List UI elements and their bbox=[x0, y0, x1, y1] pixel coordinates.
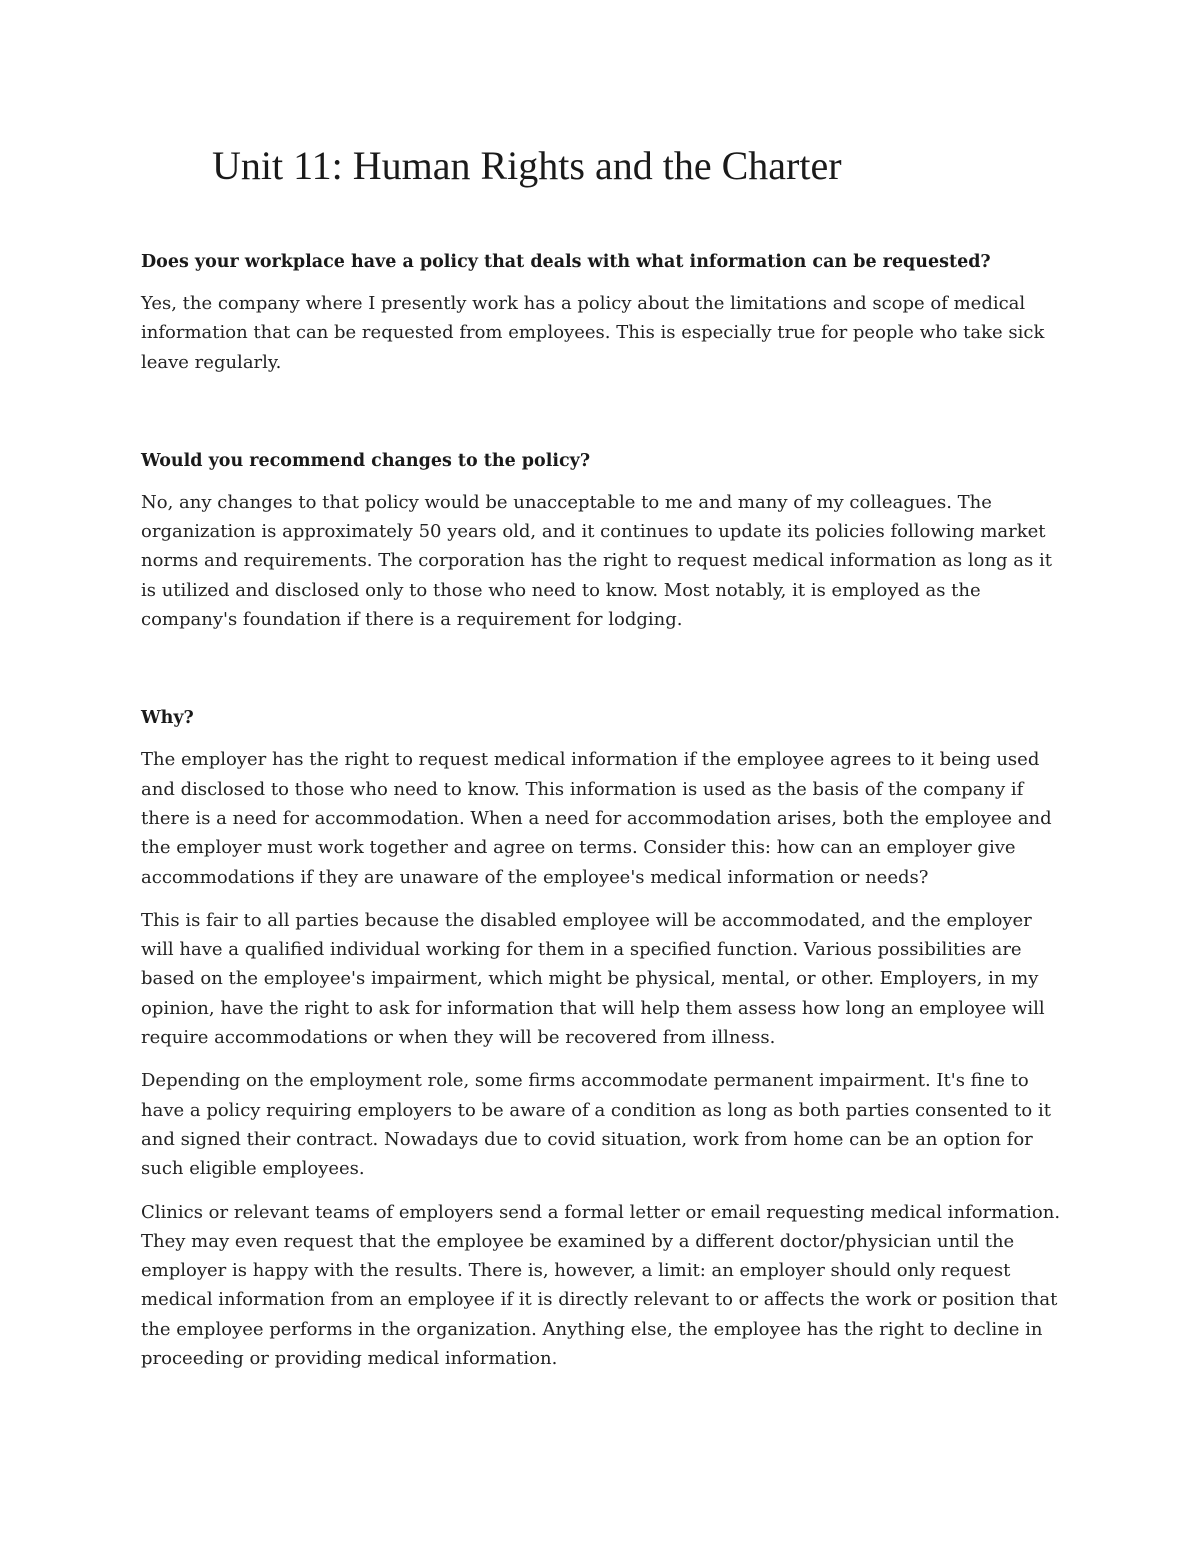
section-why bbox=[141, 704, 1066, 1373]
question-heading: Does your workplace have a policy that deals with what information can be requested? bbox=[141, 252, 991, 272]
question-heading: Why? bbox=[141, 708, 194, 729]
document-body bbox=[141, 248, 1066, 1387]
section-workplace-policy bbox=[141, 248, 1066, 377]
answer-paragraph: Depending on the employment role, some firms accommodate permanent impairment. It's fine to have a policy requiring employers to be aware of a condition as long as both parties consented to it and signed their contract. Nowadays due to covid situation, work from home can be an option for such eligible employees. bbox=[141, 1070, 1051, 1180]
section-spacer bbox=[141, 648, 1066, 704]
answer-paragraph: The employer has the right to request medical information if the employee agrees to it being used and disclosed to those who need to know. This information is used as the basis of the company if there is a need for accommodation. When a need for accommodation arises, both the employee and the employer must work together and agree on terms. Consider this: how can an employer give accommodations if they are unaware of the employee's medical information or needs? bbox=[141, 749, 1052, 888]
answer-paragraph: Clinics or relevant teams of employers send a formal letter or email requesting medical information. They may even request that the employee be examined by a different doctor/physician until the employer is happy with the results. There is, however, a limit: an employer should only request medical information from an employee if it is directly relevant to or affects the work or position that the employee performs in the organization. Anything else, the employee has the right to decline in proceeding or providing medical information. bbox=[141, 1201, 1061, 1370]
section-recommend-changes bbox=[141, 447, 1066, 634]
document-title: Unit 11: Human Rights and the Charter bbox=[212, 143, 842, 188]
answer-paragraph: No, any changes to that policy would be unacceptable to me and many of my colleagues. The organization is approximately 50 years old, and it continues to update its policies following market norms and requirements. The corporation has the right to request medical information as long as it is utilized and disclosed only to those who need to know. Most notably, it is employed as the company's foundation if there is a requirement for lodging. bbox=[141, 491, 1052, 631]
answer-paragraph: This is fair to all parties because the disabled employee will be accommodated, and the employer will have a qualified individual working for them in a specified function. Various possibilities are based on the employee's impairment, which might be physical, mental, or other. Employers, in my opinion, have the right to ask for information that will help them assess how long an employee will require accommodations or when they will be recovered from illness. bbox=[141, 909, 1045, 1049]
answer-paragraph: Yes, the company where I presently work has a policy about the limitations and scope of medical information that can be requested from employees. This is especially true for people who take sick leave regularly. bbox=[141, 293, 1045, 373]
section-spacer bbox=[141, 391, 1066, 447]
question-heading: Would you recommend changes to the policy? bbox=[141, 450, 591, 471]
